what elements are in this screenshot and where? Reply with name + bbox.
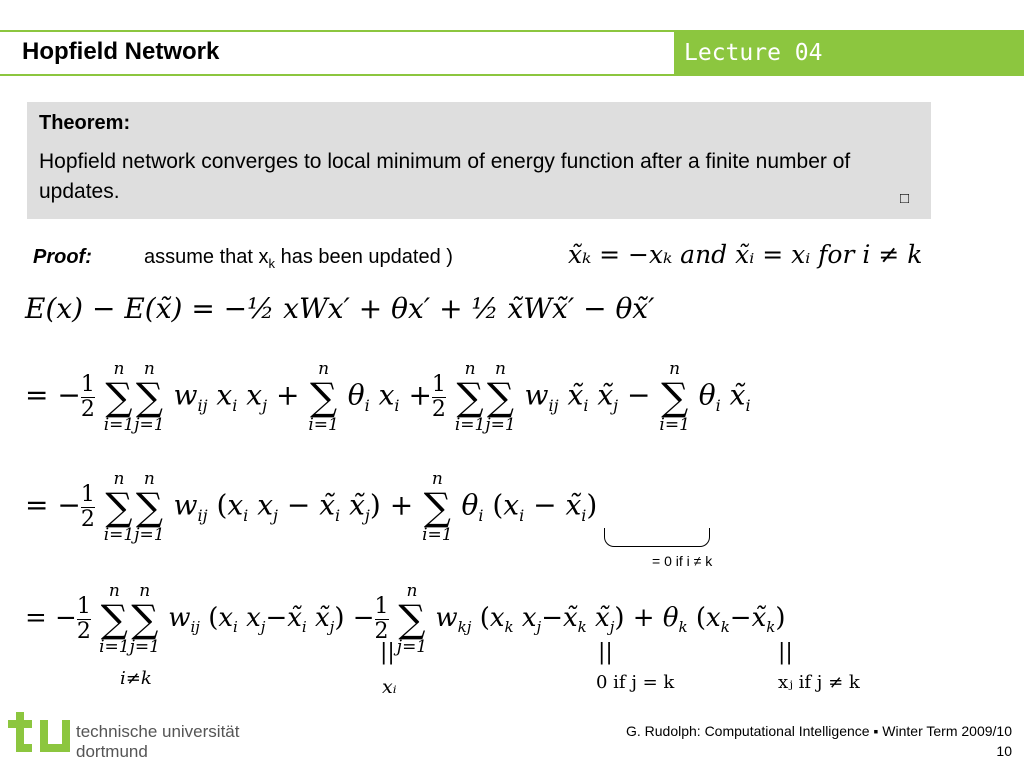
update-condition: x̃ₖ = −xₖ and x̃ᵢ = xᵢ for i ≠ k [568, 240, 923, 269]
sum-limit-i-not-k: i≠k [120, 668, 152, 689]
slide-title: Hopfield Network [22, 38, 220, 65]
equation-energy-difference: E(x) − E(x̃) = −½ xWx′ + θx′ + ½ x̃Wx̃′ − θx̃′ [25, 292, 655, 325]
proof-assumption: assume that $x_k$ has been updated ) [144, 246, 453, 271]
theorem-label: Theorem: [39, 112, 131, 134]
equation-expanded: = − $\frac{1}{2}$ n ∑ i=1 n ∑ j=1 $w_{ij}$ $x_i$ $x_j$ + n ∑ i=1 $\theta_i$ $x_i$ + $\frac{1}{2}$ n ∑ i=1 n ∑ j=1 $w_{ij}$ $x̃_i$ $x̃_j$ − n ∑ i=1 $\theta_i$ $x̃_i$ [25, 359, 751, 435]
under-xj: xⱼ if j ≠ k [778, 672, 860, 693]
university-name: technische universität dortmund [76, 722, 240, 761]
qed-symbol: □ [899, 190, 909, 207]
underbrace [604, 528, 710, 547]
equation-final: = − $\frac{1}{2}$ n ∑ i=1 n ∑ j=1 $w_{ij}$ ($x_i$ $x_j-x̃_i$ $x̃_j$) − $\frac{1}{2}$ n ∑ j=1 $w_{kj}$ ($x_k$ $x_j-x̃_k$ $x̃_j) + \theta_k$ $(x_k-x̃_k)$ [25, 581, 786, 657]
theorem-box [27, 102, 931, 219]
header-bottom-line [0, 74, 1024, 76]
footer-credit: G. Rudolph: Computational Intelligence ▪ Winter Term 2009/10 10 [625, 723, 1012, 759]
equals-bar-zero: || [598, 640, 613, 665]
theorem-text: Hopfield network converges to local minimum of energy function after a finite number of updates. [39, 150, 851, 203]
page-number: 10 [996, 743, 1012, 759]
tu-logo-icon [6, 712, 72, 765]
equation-grouped: = − $\frac{1}{2}$ n ∑ i=1 n ∑ j=1 $w_{ij}$ ($x_i$ $x_j$ − $x̃_i$ $x̃_j$) + n ∑ i=1 $\theta_i$ ($x_i$ − $x̃_i$) [25, 469, 598, 545]
proof-label: Proof: [33, 246, 92, 268]
under-xi: xᵢ [382, 676, 397, 698]
zero-annotation: = 0 if i ≠ k [652, 553, 713, 569]
equals-bar-xj: || [778, 640, 793, 665]
lecture-badge: Lecture 04 [674, 32, 1024, 74]
equals-bar-xi: || [380, 640, 395, 665]
under-zero: 0 if j = k [596, 672, 675, 693]
